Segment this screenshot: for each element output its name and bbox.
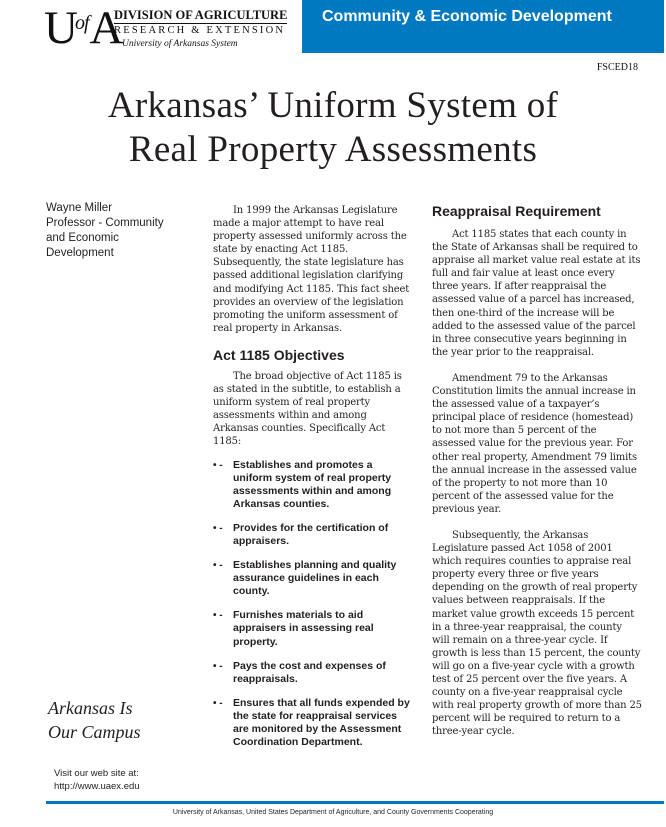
tagline-line-1: Arkansas Is bbox=[48, 698, 133, 718]
bullet-icon: • - bbox=[213, 522, 223, 534]
author-role-line-1: Professor - Community bbox=[46, 217, 164, 229]
author-role-line-3: Development bbox=[46, 247, 114, 259]
logo-system-name: University of Arkansas System bbox=[122, 39, 238, 49]
reappraisal-heading: Reappraisal Requirement bbox=[432, 203, 601, 219]
list-item-text: Establishes and promotes a uniform system of real property assessments within and among Arkansas counties. bbox=[233, 458, 392, 510]
list-item bbox=[213, 459, 413, 511]
list-item-text: Ensures that all funds expended by the state for reappraisal services are monitored by the Assessment Coordination Department. bbox=[233, 696, 410, 749]
bullet-icon: • - bbox=[213, 459, 223, 471]
logo-letters-of: of bbox=[74, 12, 89, 34]
website-block bbox=[54, 767, 140, 793]
bullet-icon: • - bbox=[213, 560, 223, 572]
author-name: Wayne Miller bbox=[46, 202, 113, 214]
logo-letter-a: A bbox=[89, 2, 120, 54]
list-item bbox=[213, 697, 413, 749]
list-item bbox=[213, 559, 413, 598]
author-block bbox=[46, 201, 196, 261]
logo-text bbox=[114, 8, 287, 50]
reappraisal-paragraph-1: Act 1185 states that each county in the State of Arkansas shall be required to appraise all market value real estate at its full and fair value at least once every three years. If after reappraisal the assessed value of a parcel has increased, then one-third of the increase will be added to the assessed value of the parcel in three consecutive years beginning in the year prior to the reappraisal. bbox=[432, 229, 641, 358]
author-role-line-2: and Economic bbox=[46, 232, 119, 244]
footer-divider bbox=[46, 801, 664, 804]
title-line-2: Real Property Assessments bbox=[128, 129, 538, 170]
list-item-text: Provides for the certification of appraisers. bbox=[233, 521, 389, 547]
tagline bbox=[48, 696, 141, 744]
objectives-paragraph: The broad objective of Act 1185 is as stated in the subtitle, to establish a uniform system of real property assessments within and among Arkansas counties. Specifically Act 1185: bbox=[213, 370, 402, 448]
list-item bbox=[213, 660, 413, 686]
page-title bbox=[0, 84, 666, 172]
logo-letter-u: U bbox=[44, 2, 74, 54]
middle-column bbox=[213, 204, 413, 760]
list-item bbox=[213, 609, 413, 648]
title-line-1: Arkansas’ Uniform System of bbox=[107, 85, 559, 126]
bullet-icon: • - bbox=[213, 697, 223, 709]
document-code: FSCED18 bbox=[596, 62, 638, 73]
uofa-division-logo bbox=[44, 2, 294, 54]
reappraisal-paragraph-2: Amendment 79 to the Arkansas Constitution limits the annual increase in the assessed value of a taxpayer’s principal place of residence (homestead) to not more than 5 percent of the assessed value for the previous year. For other real property, Amendment 79 limits the annual increase in the assessed value of the property to not more than 10 percent of the assessed value for the previous year. bbox=[432, 372, 638, 515]
list-item-text: Establishes planning and quality assurance guidelines in each county. bbox=[233, 559, 397, 598]
list-item-text: Pays the cost and expenses of reappraisals. bbox=[233, 659, 386, 685]
visit-label: Visit our web site at: bbox=[54, 768, 139, 779]
right-column bbox=[432, 202, 642, 738]
objectives-list bbox=[213, 459, 413, 750]
banner-title: Community & Economic Development bbox=[322, 8, 612, 25]
list-item-text: Furnishes materials to aid appraisers in assessing real property. bbox=[233, 609, 374, 648]
tagline-line-2: Our Campus bbox=[48, 722, 141, 742]
section-banner bbox=[302, 0, 664, 53]
logo-research-extension: RESEARCH & EXTENSION bbox=[114, 25, 286, 36]
bullet-icon: • - bbox=[213, 660, 223, 672]
bullet-icon: • - bbox=[213, 610, 223, 622]
uofa-logo-mark bbox=[44, 2, 120, 59]
reappraisal-paragraph-3: Subsequently, the Arkansas Legislature passed Act 1058 of 2001 which requires counties to appraise real property every three or five years depending on the growth of real property values between reappraisals. If the market value growth exceeds 15 percent in a three-year reappraisal, the county will remain on a three-year cycle. If growth is less than 15 percent, the county will go on a five-year cycle with a growth test of 25 percent over the five years. A county on a five-year reappraisal cycle with real property growth of more than 25 percent will be required to return to a three-year cycle. bbox=[432, 529, 642, 738]
logo-division-name: DIVISION OF AGRICULTURE bbox=[114, 8, 288, 22]
footer-text: University of Arkansas, United States Department of Agriculture, and County Governments Cooperating bbox=[172, 809, 494, 816]
website-link[interactable]: http://www.uaex.edu bbox=[54, 781, 140, 792]
intro-paragraph: In 1999 the Arkansas Legislature made a major attempt to have real property assessed uniformly across the state by enacting Act 1185. Subsequently, the state legislature has passed additional legislation clarifying and modifying Act 1185. This fact sheet provides an overview of the legislation promoting the uniform assessment of real property in Arkansas. bbox=[213, 205, 410, 334]
objectives-heading: Act 1185 Objectives bbox=[213, 346, 345, 363]
list-item bbox=[213, 522, 413, 548]
